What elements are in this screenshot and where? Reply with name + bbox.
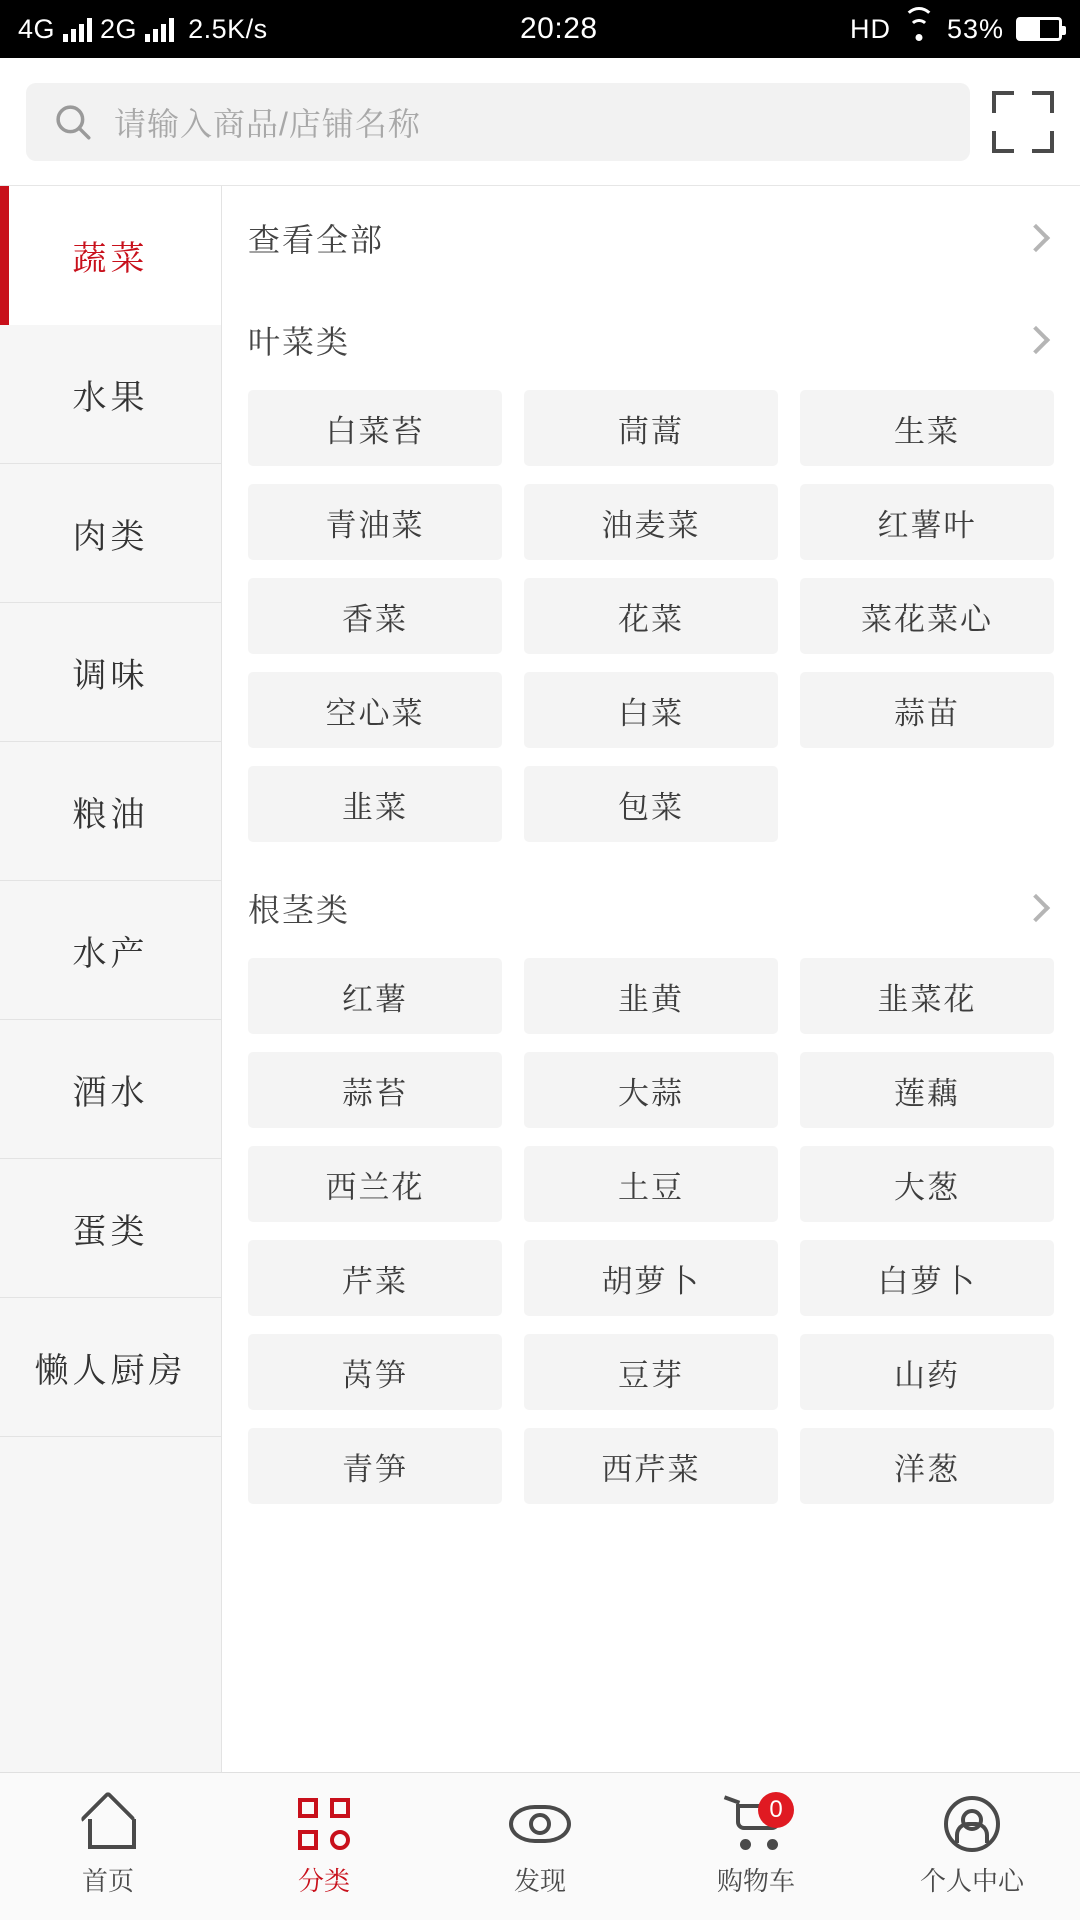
section-header-leafy[interactable] [248,290,1054,390]
list-item[interactable]: 西兰花 [248,1146,502,1222]
sidebar-item-lazy-kitchen[interactable] [0,1298,221,1437]
tab-category[interactable] [216,1795,432,1898]
category-icon [298,1795,350,1853]
tab-cart[interactable] [648,1795,864,1898]
category-rail[interactable] [0,186,222,1772]
list-item[interactable]: 白萝卜 [800,1240,1054,1316]
list-item[interactable]: 生菜 [800,390,1054,466]
list-item[interactable]: 青油菜 [248,484,502,560]
bottom-tab-bar [0,1772,1080,1920]
section-header-root[interactable] [248,858,1054,958]
network-speed: 2.5K/s [188,13,268,44]
list-item[interactable]: 芹菜 [248,1240,502,1316]
sidebar-item-eggs[interactable] [0,1159,221,1298]
list-item[interactable]: 青笋 [248,1428,502,1504]
status-bar-clock: 20:28 [519,12,598,45]
chevron-right-icon [1022,224,1050,252]
scan-icon[interactable] [992,91,1054,153]
list-item[interactable]: 空心菜 [248,672,502,748]
tab-label: 购物车 [716,1866,795,1896]
cart-icon [724,1795,788,1853]
rail-label: 酒水 [72,1073,149,1112]
list-item[interactable]: 韭菜 [248,766,502,842]
network-type-2: 2G [100,13,138,44]
signal-bars-1-icon [63,16,92,42]
status-bar [0,0,1080,58]
status-bar-left [18,14,268,45]
sidebar-item-fruits[interactable] [0,325,221,464]
section-title: 叶菜类 [248,324,351,360]
view-all-row[interactable] [248,186,1054,290]
main-content [0,186,1080,1772]
list-item[interactable]: 莴笋 [248,1334,502,1410]
tab-home[interactable] [0,1795,216,1898]
sidebar-item-seasoning[interactable] [0,603,221,742]
list-item[interactable]: 西芹菜 [524,1428,778,1504]
wifi-icon [903,17,935,41]
view-all-label: 查看全部 [248,222,385,258]
subcategory-grid-root [248,958,1054,1520]
list-item[interactable]: 韭菜花 [800,958,1054,1034]
list-item[interactable]: 红薯 [248,958,502,1034]
sidebar-item-vegetables[interactable] [0,186,221,325]
rail-label: 水果 [72,378,149,417]
tab-discover[interactable] [432,1795,648,1898]
tab-profile[interactable] [864,1795,1080,1898]
list-item[interactable]: 蒜苗 [800,672,1054,748]
list-item[interactable]: 胡萝卜 [524,1240,778,1316]
rail-label: 蔬菜 [72,240,149,278]
chevron-right-icon [1022,326,1050,354]
signal-bars-2-icon [145,16,174,42]
list-item[interactable]: 茼蒿 [524,390,778,466]
sidebar-item-seafood[interactable] [0,881,221,1020]
list-item[interactable]: 大葱 [800,1146,1054,1222]
status-badge: 0 [758,1792,794,1828]
home-icon [80,1795,136,1853]
tab-label: 分类 [297,1866,350,1896]
list-item[interactable]: 菜花菜心 [800,578,1054,654]
sidebar-item-drinks[interactable] [0,1020,221,1159]
list-item[interactable]: 红薯叶 [800,484,1054,560]
search-bar [0,58,1080,186]
network-type-1: 4G [18,13,56,44]
list-item[interactable]: 莲藕 [800,1052,1054,1128]
tab-label: 发现 [513,1866,566,1896]
rail-label: 懒人厨房 [34,1351,187,1390]
list-item[interactable]: 香菜 [248,578,502,654]
list-item[interactable]: 白菜苔 [248,390,502,466]
search-icon [52,101,94,143]
list-item[interactable]: 花菜 [524,578,778,654]
tab-label: 首页 [81,1866,134,1896]
tab-label: 个人中心 [919,1866,1024,1896]
list-item[interactable]: 白菜 [524,672,778,748]
subcategory-panel [222,186,1080,1772]
hd-indicator: HD [849,13,891,44]
chevron-right-icon [1022,894,1050,922]
rail-label: 粮油 [72,795,149,834]
search-placeholder: 请输入商品/店铺名称 [114,105,421,142]
section-title: 根茎类 [248,892,351,928]
sidebar-item-grain-oil[interactable] [0,742,221,881]
subcategory-grid-leafy [248,390,1054,858]
search-input[interactable] [26,83,970,161]
user-icon [944,1795,1000,1853]
rail-label: 肉类 [72,517,149,556]
eye-icon [509,1795,571,1853]
list-item[interactable]: 大蒜 [524,1052,778,1128]
list-item[interactable]: 山药 [800,1334,1054,1410]
rail-label: 调味 [72,656,149,695]
rail-label: 水产 [72,934,149,973]
battery-percent: 53% [946,13,1004,44]
rail-label: 蛋类 [72,1212,149,1251]
list-item[interactable]: 包菜 [524,766,778,842]
list-item[interactable]: 洋葱 [800,1428,1054,1504]
list-item[interactable]: 土豆 [524,1146,778,1222]
list-item[interactable]: 韭黄 [524,958,778,1034]
status-bar-right [850,14,1062,45]
list-item[interactable]: 油麦菜 [524,484,778,560]
sidebar-item-meat[interactable] [0,464,221,603]
battery-icon [1016,17,1062,41]
list-item[interactable]: 蒜苔 [248,1052,502,1128]
list-item[interactable]: 豆芽 [524,1334,778,1410]
